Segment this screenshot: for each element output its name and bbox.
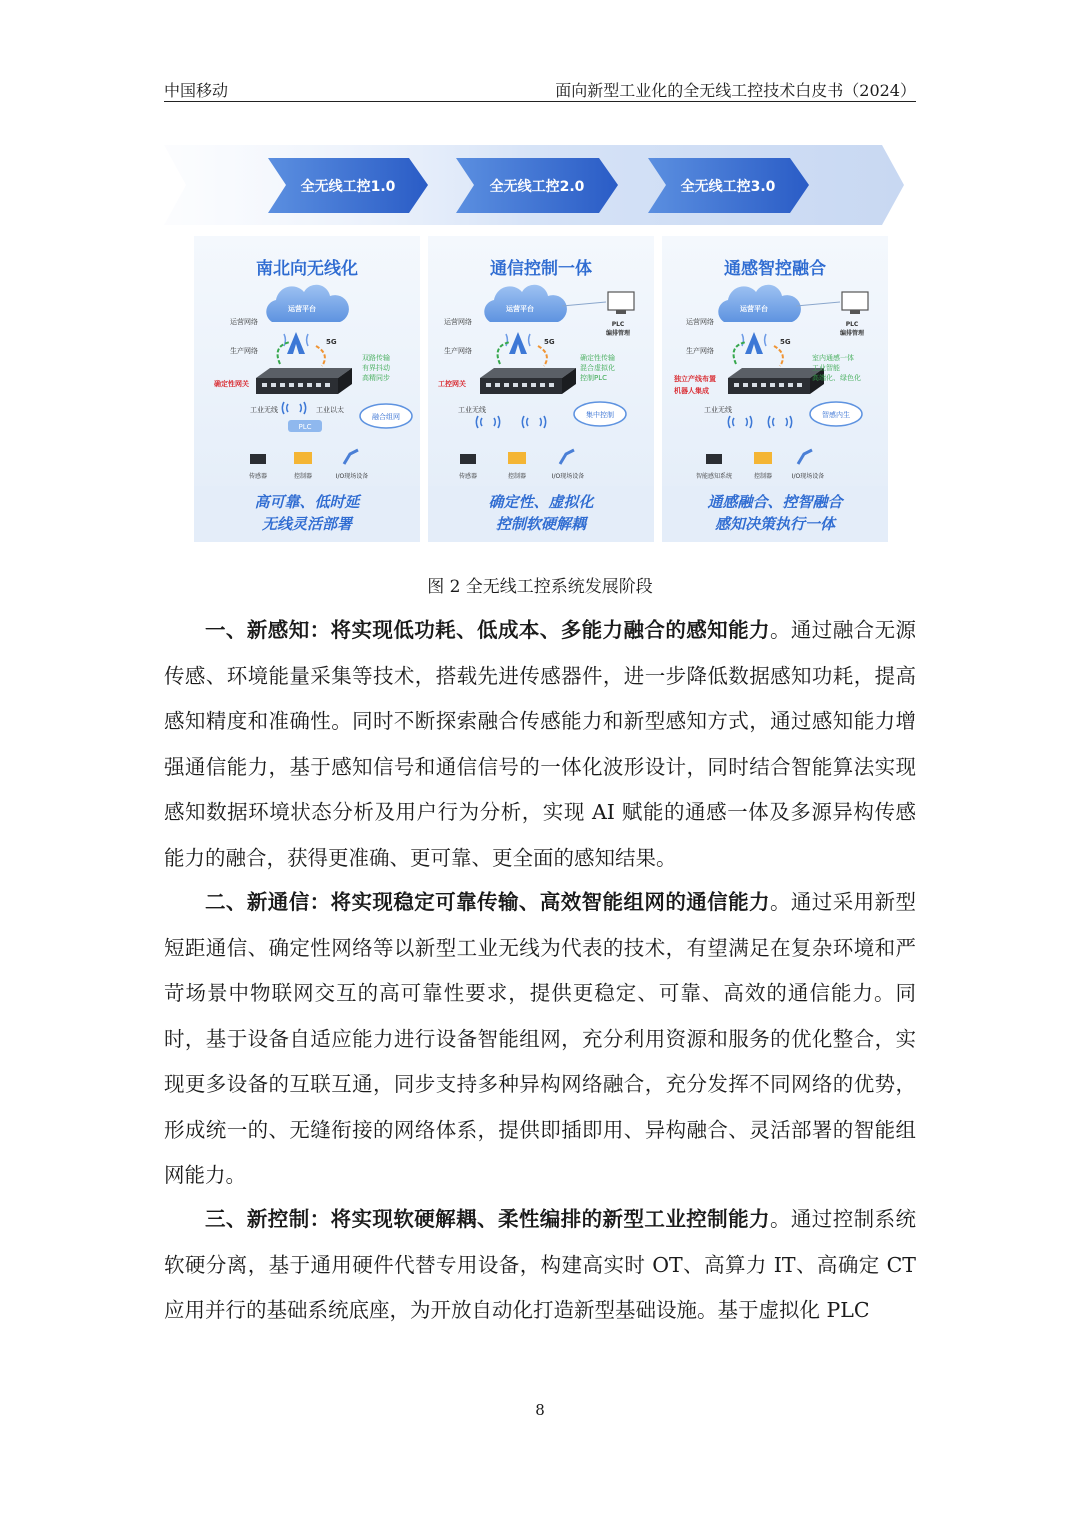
slogan-line: 控制软硬解耦 [495, 515, 587, 533]
bubble-label: 融合组网 [372, 413, 400, 421]
annotation: 混合虚拟化 [580, 364, 615, 372]
slogan-line: 确定性、虚拟化 [488, 493, 594, 511]
slogan-line: 无线灵活部署 [261, 515, 353, 533]
stage-arrow-3 [648, 158, 809, 213]
5g-label: 5G [544, 338, 555, 346]
bubble-label: 智感内生 [822, 411, 850, 419]
controller-icon [294, 452, 312, 464]
device-label: 智能感知系统 [695, 473, 733, 480]
paragraph-body: 。通过采用新型短距通信、确定性网络等以新型工业无线为代表的技术，有望满足在复杂环境和严苛场景中物联网交互的高可靠性要求，提供更稳定、可靠、高效的通信能力。同时，基于设备自适应能力进行设备智能组网，充分利用资源和服务的优化整合，实现更多设备的互联互通，同步支持多种异构网络融合，充分发挥不同网络的优势，形成统一的、无缝衔接的网络体系，提供即插即用、异构融合、灵活部署的智能组网能力。 [164, 890, 916, 1187]
device-label: 控制器 [507, 473, 527, 480]
panel-1 [194, 236, 420, 542]
paragraph-new-communication [164, 880, 916, 1199]
cloud-label: 运营平台 [506, 305, 534, 313]
pc-label: PLC [845, 321, 859, 328]
paragraph-body: 。通过融合无源传感、环境能量采集等技术，搭载先进传感器件，进一步降低数据感知功耗，提高感知精度和准确性。同时不断探索融合传感能力和新型感知方式，通过感知能力增强通信能力，基于感知信号和通信信号的一体化波形设计，同时结合智能算法实现感知数据环境状态分析及用户行为分析，实现 AI 赋能的通感一体及多源异构传感能力的融合，获得更准确、更可靠、更全面的感知结果。 [164, 618, 916, 870]
wireless-label: 工业无线 [704, 406, 732, 414]
annotation: 双路传输 [362, 354, 390, 362]
device-label: 控制器 [753, 473, 773, 480]
bubble-label: 集中控制 [586, 411, 614, 419]
gateway-device-icon [256, 368, 352, 394]
stage-label-2: 全无线工控2.0 [489, 179, 585, 195]
net-mid-label: 生产网络 [230, 347, 258, 355]
gateway-label: 确定性网关 [214, 380, 249, 388]
device-label: I/O现场设备 [791, 473, 825, 480]
paragraph-body: 。通过控制系统软硬分离，基于通用硬件代替专用设备，构建高实时 OT、高算力 IT、高确定 CT 应用并行的基础系统底座，为开放自动化打造新型基础设施。基于虚拟化 PLC [164, 1207, 916, 1322]
sensor-icon [250, 454, 266, 464]
stage-label-1: 全无线工控1.0 [300, 179, 396, 195]
device-label: 传感器 [458, 473, 478, 480]
net-top-label: 运营网络 [686, 318, 714, 326]
wireless-label: 工业无线 [250, 406, 278, 414]
paragraph-lead: 二、新通信：将实现稳定可靠传输、高效智能组网的通信能力 [205, 890, 770, 914]
paragraph-lead: 一、新感知：将实现低功耗、低成本、多能力融合的感知能力 [205, 618, 770, 642]
computer-icon [842, 292, 868, 310]
pc-label: 编排管理 [605, 330, 631, 337]
sensor-icon [460, 454, 476, 464]
net-mid-label: 生产网络 [686, 347, 714, 355]
stage-label-3: 全无线工控3.0 [680, 179, 776, 195]
controller-icon [508, 452, 526, 464]
paragraph-new-control [164, 1197, 916, 1334]
panel-title: 通信控制一体 [490, 259, 592, 279]
annotation: 工业智能 [812, 364, 840, 372]
controller-icon [754, 452, 772, 464]
gateway-label: 工控网关 [438, 380, 466, 388]
net-top-label: 运营网络 [444, 318, 472, 326]
device-label: I/O现场设备 [551, 473, 585, 480]
sensor-icon [706, 454, 722, 464]
computer-icon [608, 292, 634, 310]
header-doc-title: 面向新型工业化的全无线工控技术白皮书（2024） [555, 81, 916, 100]
panel-title: 南北向无线化 [256, 259, 358, 279]
gateway-label: 独立产线布置 [674, 375, 716, 383]
5g-label: 5G [326, 338, 337, 346]
stage-arrow-1 [268, 158, 428, 213]
slogan-line: 感知决策执行一体 [714, 515, 836, 533]
panel-2 [428, 236, 654, 542]
cloud-label: 运营平台 [740, 305, 768, 313]
annotation: 室内通感一体 [812, 354, 854, 362]
header-org: 中国移动 [164, 81, 229, 100]
paragraph-new-sensing [164, 608, 916, 881]
header-rule [164, 101, 916, 102]
panel-title: 通感智控融合 [724, 259, 826, 279]
annotation: 高端化、绿色化 [812, 374, 861, 382]
annotation: 高精同步 [362, 374, 390, 382]
5g-label: 5G [780, 338, 791, 346]
stage-arrow-2 [456, 158, 618, 213]
gateway-label: 机器人集成 [674, 387, 709, 395]
device-label: 传感器 [248, 473, 268, 480]
panel-3 [662, 236, 888, 542]
ethernet-label: 工业以太 [316, 406, 344, 414]
annotation: 控制PLC [580, 374, 608, 382]
gateway-device-icon [480, 368, 576, 394]
gateway-device-icon [728, 368, 824, 394]
page-number: 8 [535, 1401, 545, 1419]
annotation: 确定性传输 [580, 354, 615, 362]
net-top-label: 运营网络 [230, 318, 258, 326]
plc-label: PLC [298, 423, 312, 431]
figure-development-stages [164, 140, 916, 544]
wireless-label: 工业无线 [458, 406, 486, 414]
cloud-label: 运营平台 [288, 305, 316, 313]
paragraph-lead: 三、新控制：将实现软硬解耦、柔性编排的新型工业控制能力 [205, 1207, 770, 1231]
device-label: 控制器 [293, 473, 313, 480]
slogan-line: 通感融合、控智融合 [707, 493, 843, 511]
device-label: I/O现场设备 [335, 473, 369, 480]
figure-caption: 图 2 全无线工控系统发展阶段 [427, 577, 653, 597]
slogan-line: 高可靠、低时延 [254, 493, 360, 511]
pc-label: PLC [611, 321, 625, 328]
net-mid-label: 生产网络 [444, 347, 472, 355]
pc-label: 编排管理 [839, 330, 865, 337]
annotation: 有界抖动 [362, 364, 390, 372]
